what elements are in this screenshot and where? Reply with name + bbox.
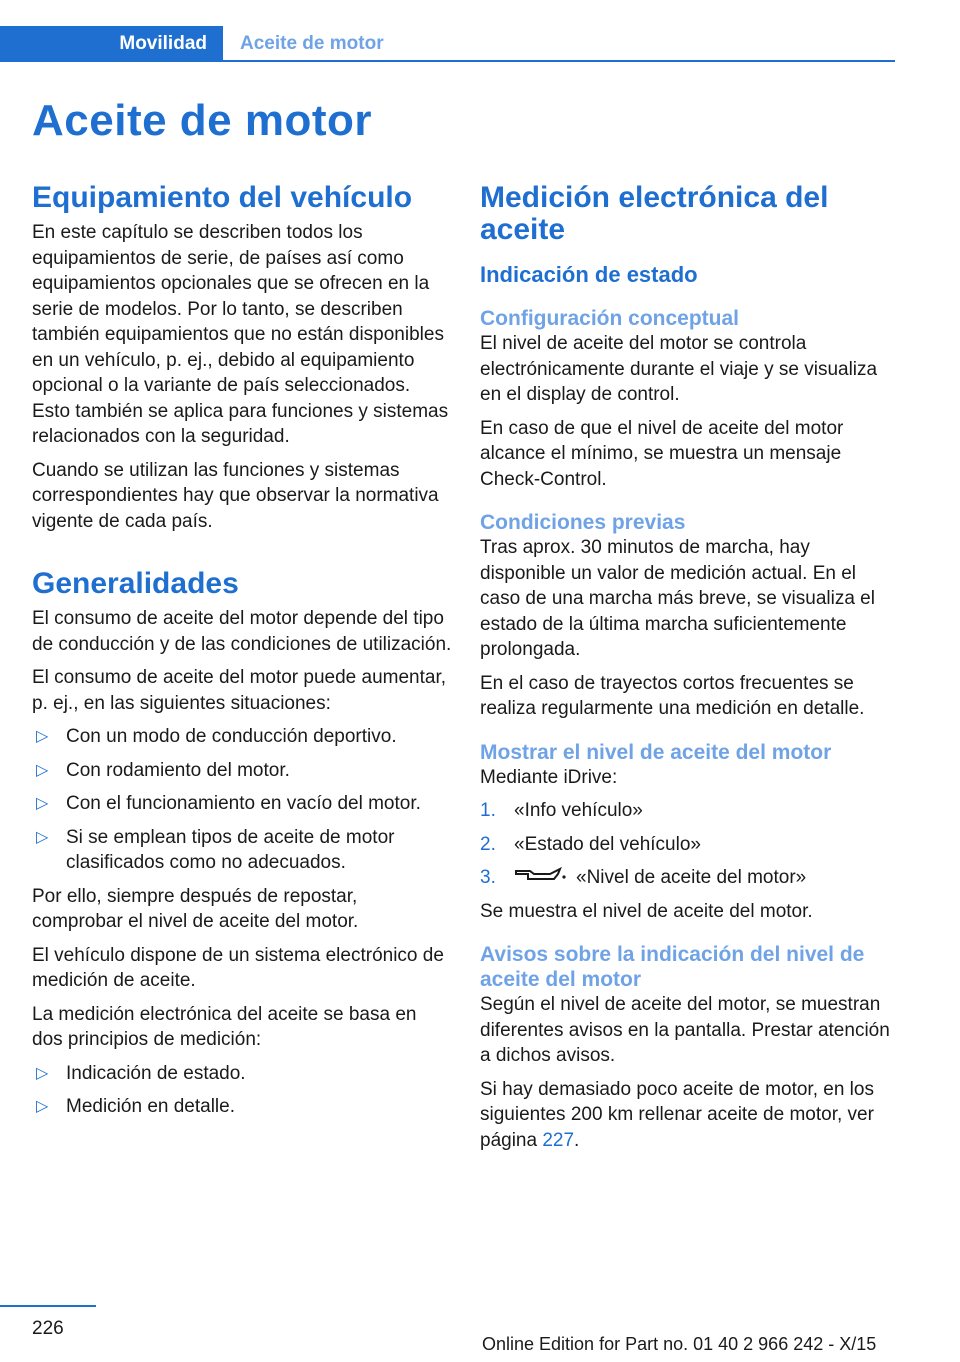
paragraph: En caso de que el nivel de aceite del motor alcance el mínimo, se muestra un mensaje Check-Control.: [480, 417, 844, 490]
paragraph: El nivel de aceite del motor se controla electrónicamente durante el viaje y se visualiza en el display de control.: [480, 333, 878, 405]
paragraph: En este capítulo se describen todos los equipamientos de serie, de países así como equipamientos opcionales que se ofrecen en la serie de modelos. Por lo tanto, se describen también equipamientos que no están disponibles en un vehículo, p. ej., debido al equipamiento opcional o la variante de país seleccionados. Esto también se aplica para funciones y sistemas relacionados con la seguridad.: [32, 222, 449, 447]
subheading-mostrar: Mostrar el nivel de aceite del motor: [480, 740, 832, 764]
list-item: 2. «Estado del vehículo»: [480, 833, 701, 855]
list-item: 1. «Info vehículo»: [480, 800, 643, 821]
paragraph: El consumo de aceite del motor depende del tipo de conducción y de las condiciones de utilización.: [32, 608, 452, 655]
triangle-bullet-icon: ▷: [36, 728, 49, 745]
triangle-bullet-icon: ▷: [36, 761, 49, 779]
section-heading-generalidades: Generalidades: [32, 567, 239, 600]
section-heading-equipamiento: Equipamiento del vehículo: [32, 181, 413, 214]
list-item: ▷ Medición en detalle.: [32, 1094, 452, 1120]
subheading-condiciones: Condiciones previas: [480, 511, 686, 534]
list-item: ▷ Si se emplean tipos de aceite de motor clasificados como no adecuados.: [36, 826, 395, 873]
subheading-avisos: Avisos sobre la indicación del nivel de aceite del motor: [480, 943, 865, 992]
list-item: ▷ Con el funcionamiento en vacío del motor.: [32, 791, 452, 817]
paragraph: En el caso de trayectos cortos frecuentes se realiza regularmente una medición en detalle.: [480, 672, 865, 719]
oil-can-icon: [514, 865, 568, 891]
list-item: ▷ Con rodamiento del motor.: [32, 758, 452, 784]
header-divider: [0, 60, 895, 62]
tab-movilidad[interactable]: Movilidad: [0, 26, 223, 62]
edition-note: Online Edition for Part no. 01 40 2 966 242 - X/15: [482, 1334, 877, 1354]
section-heading-medicion: Medición electrónica del aceite: [480, 181, 829, 246]
paragraph: Cuando se utilizan las funciones y sistemas correspondientes hay que observar la normativa vigente de cada país.: [32, 459, 439, 532]
page-number: 226: [32, 1318, 64, 1339]
list-item: ▷ Indicación de estado.: [32, 1061, 452, 1087]
paragraph: Mediante iDrive:: [480, 766, 618, 788]
triangle-bullet-icon: ▷: [36, 795, 49, 812]
right-column: [480, 182, 900, 1161]
paragraph: Por ello, siempre después de repostar, comprobar el nivel de aceite del motor.: [32, 885, 359, 932]
left-column: [32, 182, 452, 1128]
principles-list: [32, 1061, 452, 1120]
list-item: 3. «Nivel de aceite del motor»: [480, 865, 900, 891]
tab-aceite-de-motor[interactable]: Aceite de motor: [240, 33, 384, 54]
subheading-indicacion: Indicación de estado: [480, 262, 698, 287]
paragraph: Si hay demasiado poco aceite de motor, en los siguientes 200 km rellenar aceite de motor, ver página 227.: [480, 1078, 874, 1151]
situations-list: [32, 724, 452, 876]
subheading-configuracion: Configuración conceptual: [480, 307, 740, 330]
list-item: ▷ Con un modo de conducción deportivo.: [32, 724, 452, 750]
paragraph: Se muestra el nivel de aceite del motor.: [480, 900, 813, 922]
footer-divider: [0, 1305, 96, 1307]
page-link-227[interactable]: 227: [542, 1129, 575, 1151]
paragraph: Según el nivel de aceite del motor, se muestran diferentes avisos en la pantalla. Prestar atención a dichos avisos.: [480, 994, 890, 1067]
triangle-bullet-icon: ▷: [36, 1098, 49, 1115]
paragraph: El consumo de aceite del motor puede aumentar, p. ej., en las siguientes situaciones:: [32, 667, 447, 714]
triangle-bullet-icon: ▷: [36, 828, 49, 846]
paragraph: La medición electrónica del aceite se basa en dos principios de medición:: [32, 1003, 417, 1050]
paragraph: El vehículo dispone de un sistema electrónico de medición de aceite.: [32, 944, 444, 991]
paragraph: Tras aprox. 30 minutos de marcha, hay disponible un valor de medición actual. En el caso de una marcha más breve, se visualiza el estado de la última marcha suficientemente prolongada.: [480, 537, 875, 660]
page-title: Aceite de motor: [32, 96, 373, 145]
steps-list: [480, 798, 900, 891]
triangle-bullet-icon: ▷: [36, 1064, 49, 1082]
